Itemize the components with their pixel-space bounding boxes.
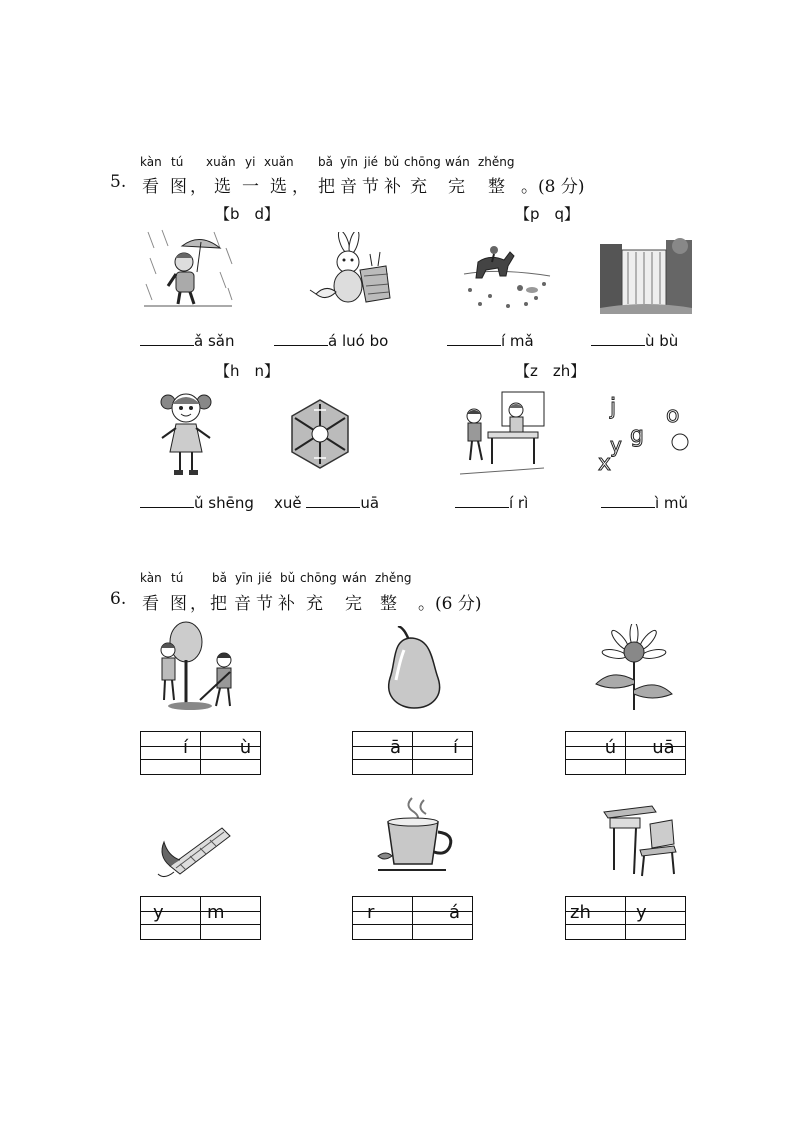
letter-x: x — [598, 451, 612, 476]
tea-cup-icon — [370, 794, 458, 878]
answer-blank-qi-ma: í mǎ — [447, 331, 534, 350]
fill-blank[interactable] — [306, 493, 360, 508]
pear-icon — [382, 626, 444, 710]
bracket-p-q: 【p q】 — [515, 205, 580, 223]
answer-blank-pu-bu: ù bù — [591, 331, 678, 350]
snowflake-icon — [286, 398, 354, 470]
children-planting-tree-icon — [150, 620, 246, 712]
fill-blank[interactable] — [601, 493, 655, 508]
answer-blank-da-san: ǎ sǎn — [140, 331, 234, 350]
fill-blank[interactable] — [140, 331, 194, 346]
letter-y: y — [610, 433, 622, 457]
horse-rider-galloping-icon — [460, 240, 552, 312]
letter-j: j — [610, 395, 617, 420]
letter-g: g — [630, 423, 644, 448]
answer-blank-zi-mu: ì mǔ — [601, 493, 688, 512]
children-cleaning-desk-icon — [458, 390, 546, 478]
answer-blank-ba-luo-bo: á luó bo — [274, 331, 388, 350]
fill-blank[interactable] — [274, 331, 328, 346]
answer-blank-hu-sheng: ǔ shēng — [140, 493, 254, 512]
fill-blank[interactable] — [591, 331, 645, 346]
answer-blank-zhi-ri: í rì — [455, 493, 528, 512]
answer-blank-xue-hua: xuě uā — [274, 494, 380, 512]
fill-blank[interactable] — [447, 331, 501, 346]
pinyin-letters-icon — [596, 392, 692, 478]
pinyin-writing-grid[interactable]: zh y — [565, 896, 686, 940]
fill-blank[interactable] — [455, 493, 509, 508]
waterfall-icon — [600, 236, 692, 314]
bracket-b-d: 【b d】 — [215, 205, 280, 223]
letter-o: o — [666, 403, 680, 428]
pinyin-writing-grid[interactable]: ú uā — [565, 731, 686, 775]
chrysanthemum-icon — [592, 624, 676, 712]
girl-with-umbrella-in-rain-icon — [142, 228, 234, 310]
rabbit-carrying-radish-basket-icon — [306, 232, 394, 308]
corn-icon — [156, 816, 232, 880]
bracket-z-zh: 【z zh】 — [515, 362, 586, 380]
desk-and-chair-icon — [600, 804, 680, 880]
pinyin-writing-grid[interactable]: y m — [140, 896, 261, 940]
pinyin-writing-grid[interactable]: r á — [352, 896, 473, 940]
pinyin-writing-grid[interactable]: ā í — [352, 731, 473, 775]
pinyin-writing-grid[interactable]: í ù — [140, 731, 261, 775]
bracket-h-n: 【h n】 — [215, 362, 280, 380]
smiling-girl-icon — [156, 386, 216, 482]
fill-blank[interactable] — [140, 493, 194, 508]
